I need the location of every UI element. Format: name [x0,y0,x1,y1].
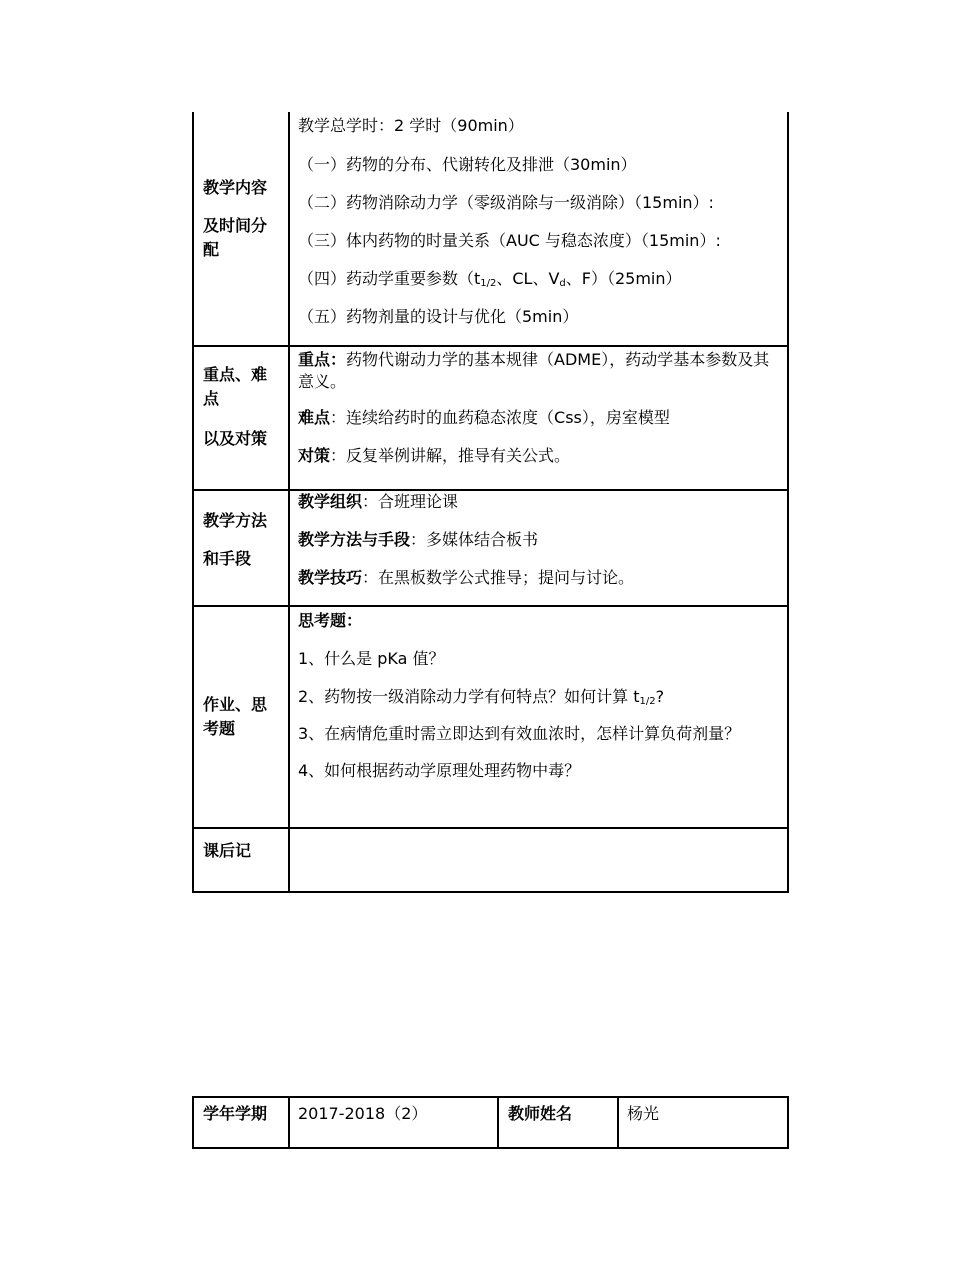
teacher-value: 杨光 [618,1097,788,1148]
key-points-label [193,346,289,490]
question-4: 4、如何根据药动学原理处理药物中毒？ [298,761,581,780]
content-row [193,112,788,346]
content-item-4-mid: 、CL、V [496,269,560,288]
focus-label: 重点： [298,350,347,369]
content-item-4-suffix: 、F）（25min） [565,269,682,288]
teacher-label: 教师姓名 [498,1097,618,1148]
teaching-means [298,529,779,567]
content-row-label [193,112,289,346]
term-label: 学年学期 [193,1097,289,1148]
footer-info-table [192,1096,789,1149]
question-1: 1、什么是 pKa 值？ [298,649,445,668]
question-3: 3、在病情危重时需立即达到有效血浓时，怎样计算负荷剂量？ [298,724,741,743]
content-label-line2: 及时间分配 [203,216,268,259]
content-item-3: （三）体内药物的时量关系（AUC 与稳态浓度）（15min）: [298,231,721,250]
means-text: ：多媒体结合板书 [410,530,539,549]
lesson-plan-table [192,112,789,893]
question-2-suffix: ? [655,687,665,706]
term-value: 2017-2018（2） [289,1097,498,1148]
methods-row [193,490,788,606]
key-points-label-line1: 重点、难点 [203,365,268,408]
content-item-5: （五）药物剂量的设计与优化（5min） [298,307,579,326]
content-item-4-sub1: 1/2 [480,278,497,289]
content-row-body [289,112,788,346]
difficulty-label: 难点 [298,408,331,427]
content-label-line1: 教学内容 [203,178,268,197]
difficulty-text: ：连续给药时的血药稳态浓度（Css），房室模型 [330,408,670,427]
org-text: ：合班理论课 [362,492,459,511]
key-points-label-line2: 以及对策 [203,429,268,448]
footer-row [193,1097,788,1148]
after-class-label: 课后记 [193,828,289,892]
question-2-sub: 1/2 [639,696,656,707]
homework-body [289,606,788,828]
after-class-body [289,828,788,892]
homework-row [193,606,788,828]
org-label: 教学组织 [298,492,363,511]
means-label: 教学方法与手段 [298,530,411,549]
strategy-label: 对策 [298,446,331,465]
question-2-prefix: 2、药物按一级消除动力学有何特点？如何计算 t [298,687,640,706]
homework-heading: 思考题： [298,611,363,630]
difficulty-point [298,405,779,431]
methods-label-line1: 教学方法 [203,511,268,530]
strategy-point [298,443,779,469]
content-item-4-sub2: d [559,278,566,289]
skills-label: 教学技巧 [298,568,363,587]
content-item-4 [298,266,779,304]
key-points-body [289,346,788,490]
after-class-row [193,828,788,892]
content-item-1: （一）药物的分布、代谢转化及排泄（30min） [298,155,637,174]
homework-label: 作业、思考题 [193,606,289,828]
focus-text: 药物代谢动力学的基本规律（ADME），药动学基本参数及其意义。 [298,350,770,391]
methods-label [193,490,289,606]
strategy-text: ：反复举例讲解，推导有关公式。 [330,446,571,465]
methods-label-line2: 和手段 [203,549,252,568]
content-item-2: （二）药物消除动力学（零级消除与一级消除）（15min）: [298,193,714,212]
focus-point [298,349,779,393]
methods-body [289,490,788,606]
total-hours: 教学总学时：2 学时（90min） [298,116,524,135]
teaching-organization [298,491,779,529]
content-item-4-prefix: （四）药动学重要参数（t [298,269,481,288]
question-2 [298,685,779,723]
skills-text: ：在黑板数学公式推导；提问与讨论。 [362,568,635,587]
key-points-row [193,346,788,490]
teaching-skills [298,567,779,589]
